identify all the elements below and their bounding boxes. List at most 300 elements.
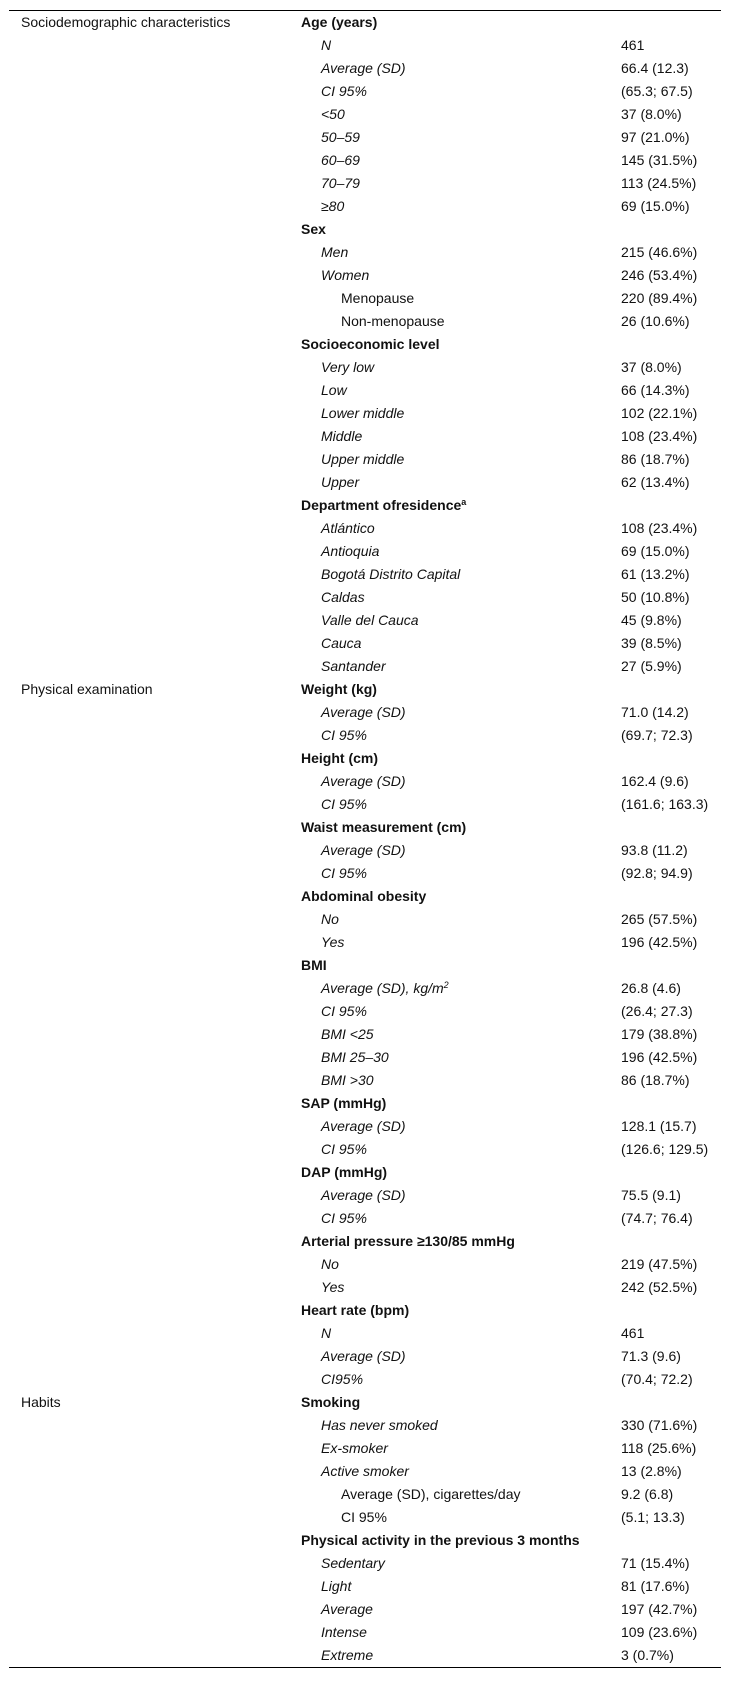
variable-label-text: Extreme: [321, 1647, 374, 1663]
variable-label-text: Average (SD), cigarettes/day: [341, 1486, 521, 1502]
variable-label-text: Bogotá Distrito Capital: [321, 566, 461, 582]
category-cell: [9, 540, 301, 563]
variable-label: [301, 609, 621, 632]
variable-heading: [301, 747, 621, 770]
table-row: [9, 1046, 721, 1069]
variable-label-text: Lower middle: [321, 405, 405, 421]
value-cell: 197 (42.7%): [621, 1601, 698, 1617]
variable-label: [301, 126, 621, 149]
variable-label: [301, 655, 621, 678]
variable-label-text: Caldas: [321, 589, 365, 605]
table-row: [9, 563, 721, 586]
value-cell: 196 (42.5%): [621, 1049, 698, 1065]
value-cell: 102 (22.1%): [621, 405, 698, 421]
variable-label: [301, 908, 621, 931]
variable-label-text: Non-menopause: [341, 313, 445, 329]
variable-label: [301, 1069, 621, 1092]
value-cell: 13 (2.8%): [621, 1463, 682, 1479]
category-cell: [9, 126, 301, 149]
variable-heading: [301, 885, 621, 908]
table-row: [9, 448, 721, 471]
table-row: [9, 1391, 721, 1414]
table-row: [9, 172, 721, 195]
value-cell: [621, 1092, 721, 1115]
category-cell: [9, 379, 301, 402]
value-cell: 9.2 (6.8): [621, 1486, 674, 1502]
variable-label-text: N: [321, 37, 332, 53]
table-row: [9, 241, 721, 264]
variable-label-text: Antioquia: [321, 543, 380, 559]
variable-label-text: Department ofresidence: [301, 497, 462, 513]
value-cell: (26.4; 27.3): [621, 1003, 693, 1019]
category-cell: [9, 103, 301, 126]
table-row: [9, 1483, 721, 1506]
table-row: [9, 839, 721, 862]
value-cell: 220 (89.4%): [621, 290, 698, 306]
value-cell: 50 (10.8%): [621, 589, 690, 605]
value-cell: (65.3; 67.5): [621, 83, 693, 99]
variable-label: [301, 1460, 621, 1483]
value-cell: 61 (13.2%): [621, 566, 690, 582]
variable-label: [301, 1552, 621, 1575]
category-cell: [9, 448, 301, 471]
variable-label-text: N: [321, 1325, 332, 1341]
value-cell: 37 (8.0%): [621, 106, 682, 122]
table-row: [9, 954, 721, 977]
value-cell: 162.4 (9.6): [621, 773, 689, 789]
value-cell: 215 (46.6%): [621, 244, 698, 260]
table-row: [9, 57, 721, 80]
variable-heading: [301, 218, 621, 241]
superscript: a: [461, 497, 467, 507]
table-row: [9, 793, 721, 816]
variable-label-text: Average (SD): [321, 773, 406, 789]
table-row: [9, 195, 721, 218]
table-row: [9, 310, 721, 333]
category-cell: [9, 931, 301, 954]
value-cell: [621, 954, 721, 977]
table-row: [9, 609, 721, 632]
table-row: [9, 103, 721, 126]
table-row: [9, 1161, 721, 1184]
category-cell: [9, 632, 301, 655]
variable-label-text: CI 95%: [321, 1003, 367, 1019]
variable-heading: [301, 1391, 621, 1414]
table-row: [9, 724, 721, 747]
table-row: [9, 402, 721, 425]
variable-label: [301, 1598, 621, 1621]
table-row: [9, 1529, 721, 1552]
variable-label-text: Abdominal obesity: [301, 888, 427, 904]
table-row: [9, 1138, 721, 1161]
variable-label-text: CI 95%: [321, 796, 367, 812]
variable-label-text: Yes: [321, 934, 345, 950]
variable-label-text: BMI >30: [321, 1072, 374, 1088]
category-cell: [9, 1092, 301, 1115]
value-cell: (92.8; 94.9): [621, 865, 693, 881]
category-cell: [9, 494, 301, 517]
variable-label-text: 70–79: [321, 175, 360, 191]
value-cell: 265 (57.5%): [621, 911, 698, 927]
variable-label-text: Very low: [321, 359, 375, 375]
value-cell: 69 (15.0%): [621, 198, 690, 214]
category-cell: [9, 1437, 301, 1460]
table-row: [9, 1299, 721, 1322]
variable-label: [301, 310, 621, 333]
variable-label: [301, 862, 621, 885]
table-row: [9, 1000, 721, 1023]
category-cell: [9, 287, 301, 310]
value-cell: [621, 11, 721, 35]
table-row: [9, 1207, 721, 1230]
variable-label: [301, 80, 621, 103]
variable-label: [301, 586, 621, 609]
category-cell: [9, 80, 301, 103]
variable-label: [301, 1023, 621, 1046]
value-cell: 242 (52.5%): [621, 1279, 698, 1295]
table-row: [9, 1115, 721, 1138]
table-row: [9, 1069, 721, 1092]
category-cell: [9, 655, 301, 678]
table-row: [9, 471, 721, 494]
variable-label-text: <50: [321, 106, 345, 122]
value-cell: 108 (23.4%): [621, 428, 698, 444]
table-row: [9, 1644, 721, 1668]
category-cell: [9, 517, 301, 540]
category-cell: [9, 1322, 301, 1345]
variable-label-text: Height (cm): [301, 750, 378, 766]
table-row: [9, 1322, 721, 1345]
table-row: [9, 149, 721, 172]
variable-label-text: Average (SD), kg/m: [321, 980, 444, 996]
variable-label: [301, 287, 621, 310]
variable-label-text: No: [321, 911, 339, 927]
category-cell: [9, 839, 301, 862]
table-row: [9, 287, 721, 310]
category-cell: [9, 1276, 301, 1299]
variable-label-text: Average (SD): [321, 60, 406, 76]
category-cell: [9, 1368, 301, 1391]
table-row: [9, 770, 721, 793]
category-cell: [9, 586, 301, 609]
value-cell: 128.1 (15.7): [621, 1118, 697, 1134]
category-cell: [9, 425, 301, 448]
category-cell: [9, 701, 301, 724]
variable-label-text: 50–59: [321, 129, 360, 145]
variable-label: [301, 977, 621, 1000]
variable-label: [301, 1253, 621, 1276]
variable-label-text: Average (SD): [321, 1118, 406, 1134]
variable-label-text: Upper: [321, 474, 360, 490]
value-cell: 45 (9.8%): [621, 612, 682, 628]
category-cell: [9, 1299, 301, 1322]
category-cell: [9, 402, 301, 425]
characteristics-table-container: [9, 10, 721, 1668]
category-cell: [9, 1506, 301, 1529]
value-cell: 196 (42.5%): [621, 934, 698, 950]
variable-label: [301, 839, 621, 862]
value-cell: 66.4 (12.3): [621, 60, 689, 76]
table-row: [9, 1345, 721, 1368]
variable-label-text: SAP (mmHg): [301, 1095, 387, 1111]
value-cell: 109 (23.6%): [621, 1624, 698, 1640]
category-cell: [9, 1552, 301, 1575]
value-cell: [621, 747, 721, 770]
table-row: [9, 1414, 721, 1437]
table-row: [9, 1460, 721, 1483]
value-cell: [621, 494, 721, 517]
variable-label-text: CI 95%: [341, 1509, 387, 1525]
table-row: [9, 80, 721, 103]
category-cell: [9, 862, 301, 885]
value-cell: [621, 1299, 721, 1322]
variable-label: [301, 241, 621, 264]
category-cell: [9, 1529, 301, 1552]
value-cell: 246 (53.4%): [621, 267, 698, 283]
value-cell: [621, 885, 721, 908]
table-row: [9, 333, 721, 356]
category-cell: [9, 34, 301, 57]
variable-label: [301, 770, 621, 793]
variable-heading: [301, 494, 621, 517]
category-cell: Sociodemographic characteristics: [21, 14, 231, 30]
table-row: [9, 1023, 721, 1046]
variable-label: [301, 1644, 621, 1668]
category-cell: Habits: [21, 1394, 61, 1410]
table-row: [9, 264, 721, 287]
variable-heading: [301, 1230, 621, 1253]
table-row: [9, 1092, 721, 1115]
value-cell: 75.5 (9.1): [621, 1187, 681, 1203]
variable-label-text: ≥80: [321, 198, 345, 214]
variable-label-text: CI 95%: [321, 1210, 367, 1226]
category-cell: [9, 1460, 301, 1483]
table-row: [9, 34, 721, 57]
variable-label-text: Santander: [321, 658, 386, 674]
variable-label-text: 60–69: [321, 152, 360, 168]
variable-label-text: Physical activity in the previous 3 months: [301, 1532, 580, 1548]
variable-label-text: Men: [321, 244, 349, 260]
variable-label-text: Cauca: [321, 635, 362, 651]
value-cell: [621, 816, 721, 839]
value-cell: (126.6; 129.5): [621, 1141, 709, 1157]
variable-label-text: Valle del Cauca: [321, 612, 419, 628]
variable-label-text: Low: [321, 382, 347, 398]
value-cell: 71 (15.4%): [621, 1555, 690, 1571]
table-row: [9, 1230, 721, 1253]
category-cell: [9, 954, 301, 977]
category-cell: [9, 1345, 301, 1368]
category-cell: [9, 1069, 301, 1092]
variable-label-text: Sex: [301, 221, 326, 237]
table-row: [9, 1184, 721, 1207]
table-row: [9, 218, 721, 241]
variable-label: [301, 1506, 621, 1529]
variable-label-text: Average (SD): [321, 842, 406, 858]
variable-heading: [301, 11, 621, 35]
table-row: [9, 678, 721, 701]
category-cell: [9, 1023, 301, 1046]
category-cell: [9, 1230, 301, 1253]
variable-label: [301, 172, 621, 195]
variable-label: [301, 517, 621, 540]
value-cell: 37 (8.0%): [621, 359, 682, 375]
value-cell: (69.7; 72.3): [621, 727, 693, 743]
variable-label: [301, 632, 621, 655]
table-row: [9, 1552, 721, 1575]
variable-label: [301, 793, 621, 816]
variable-label: [301, 1207, 621, 1230]
table-row: [9, 1253, 721, 1276]
variable-label-text: CI 95%: [321, 1141, 367, 1157]
variable-label: [301, 1115, 621, 1138]
superscript: 2: [443, 980, 449, 990]
variable-label: [301, 149, 621, 172]
variable-label-text: Yes: [321, 1279, 345, 1295]
table-row: [9, 1437, 721, 1460]
table-row: [9, 862, 721, 885]
value-cell: [621, 1391, 721, 1414]
value-cell: 461: [621, 1325, 645, 1341]
variable-label-text: Intense: [321, 1624, 367, 1640]
value-cell: 71.3 (9.6): [621, 1348, 681, 1364]
category-cell: [9, 149, 301, 172]
category-cell: [9, 1621, 301, 1644]
variable-label: [301, 379, 621, 402]
category-cell: [9, 218, 301, 241]
variable-label-text: Has never smoked: [321, 1417, 438, 1433]
value-cell: [621, 333, 721, 356]
category-cell: [9, 609, 301, 632]
category-cell: [9, 1644, 301, 1668]
table-row: [9, 1368, 721, 1391]
variable-label: [301, 1621, 621, 1644]
variable-label: [301, 1437, 621, 1460]
variable-label-text: Average: [321, 1601, 373, 1617]
category-cell: [9, 908, 301, 931]
category-cell: [9, 1138, 301, 1161]
table-row: [9, 425, 721, 448]
value-cell: 108 (23.4%): [621, 520, 698, 536]
category-cell: [9, 885, 301, 908]
variable-heading: [301, 816, 621, 839]
variable-label-text: Weight (kg): [301, 681, 377, 697]
category-cell: [9, 356, 301, 379]
variable-label-text: CI 95%: [321, 865, 367, 881]
value-cell: 62 (13.4%): [621, 474, 690, 490]
table-row: [9, 977, 721, 1000]
category-cell: [9, 724, 301, 747]
category-cell: [9, 793, 301, 816]
value-cell: 39 (8.5%): [621, 635, 682, 651]
table-row: [9, 885, 721, 908]
variable-label-text: Socioeconomic level: [301, 336, 440, 352]
variable-label-text: Heart rate (bpm): [301, 1302, 410, 1318]
variable-label-text: CI 95%: [321, 83, 367, 99]
category-cell: [9, 471, 301, 494]
table-row: [9, 494, 721, 517]
value-cell: [621, 1529, 721, 1552]
variable-heading: [301, 1092, 621, 1115]
category-cell: [9, 333, 301, 356]
value-cell: 113 (24.5%): [621, 175, 697, 191]
variable-label-text: Light: [321, 1578, 352, 1594]
category-cell: [9, 1000, 301, 1023]
variable-label-text: Menopause: [341, 290, 415, 306]
category-cell: [9, 264, 301, 287]
table-row: [9, 540, 721, 563]
variable-label-text: BMI: [301, 957, 327, 973]
variable-label: [301, 540, 621, 563]
table-row: [9, 1575, 721, 1598]
table-row: [9, 356, 721, 379]
variable-label: [301, 1322, 621, 1345]
category-cell: [9, 195, 301, 218]
variable-label: [301, 724, 621, 747]
value-cell: [621, 1230, 721, 1253]
category-cell: [9, 310, 301, 333]
category-cell: [9, 1483, 301, 1506]
table-body: [9, 11, 721, 1668]
variable-label: [301, 264, 621, 287]
table-row: [9, 931, 721, 954]
variable-label: [301, 1575, 621, 1598]
value-cell: 118 (25.6%): [621, 1440, 697, 1456]
variable-label: [301, 931, 621, 954]
variable-label-text: Smoking: [301, 1394, 361, 1410]
category-cell: [9, 977, 301, 1000]
variable-label-text: Waist measurement (cm): [301, 819, 467, 835]
value-cell: 219 (47.5%): [621, 1256, 698, 1272]
value-cell: 81 (17.6%): [621, 1578, 690, 1594]
category-cell: Physical examination: [21, 681, 153, 697]
table-row: [9, 1276, 721, 1299]
variable-label: [301, 1276, 621, 1299]
table-row: [9, 1506, 721, 1529]
variable-heading: [301, 333, 621, 356]
value-cell: 26.8 (4.6): [621, 980, 681, 996]
variable-label: [301, 563, 621, 586]
table-row: [9, 586, 721, 609]
value-cell: 66 (14.3%): [621, 382, 690, 398]
value-cell: (74.7; 76.4): [621, 1210, 693, 1226]
value-cell: (161.6; 163.3): [621, 796, 709, 812]
variable-label-text: BMI 25–30: [321, 1049, 389, 1065]
table-row: [9, 1598, 721, 1621]
variable-label-text: Active smoker: [321, 1463, 409, 1479]
table-row: [9, 379, 721, 402]
value-cell: (70.4; 72.2): [621, 1371, 693, 1387]
value-cell: 179 (38.8%): [621, 1026, 698, 1042]
variable-label-text: Sedentary: [321, 1555, 385, 1571]
variable-label: [301, 195, 621, 218]
variable-label: [301, 356, 621, 379]
table-row: [9, 1621, 721, 1644]
category-cell: [9, 747, 301, 770]
variable-label: [301, 425, 621, 448]
table-row: [9, 908, 721, 931]
table-row: [9, 655, 721, 678]
value-cell: (5.1; 13.3): [621, 1509, 685, 1525]
variable-label-text: Upper middle: [321, 451, 405, 467]
value-cell: 71.0 (14.2): [621, 704, 689, 720]
table-row: [9, 816, 721, 839]
variable-heading: [301, 678, 621, 701]
variable-label: [301, 1414, 621, 1437]
category-cell: [9, 1115, 301, 1138]
category-cell: [9, 1253, 301, 1276]
variable-label: [301, 1138, 621, 1161]
